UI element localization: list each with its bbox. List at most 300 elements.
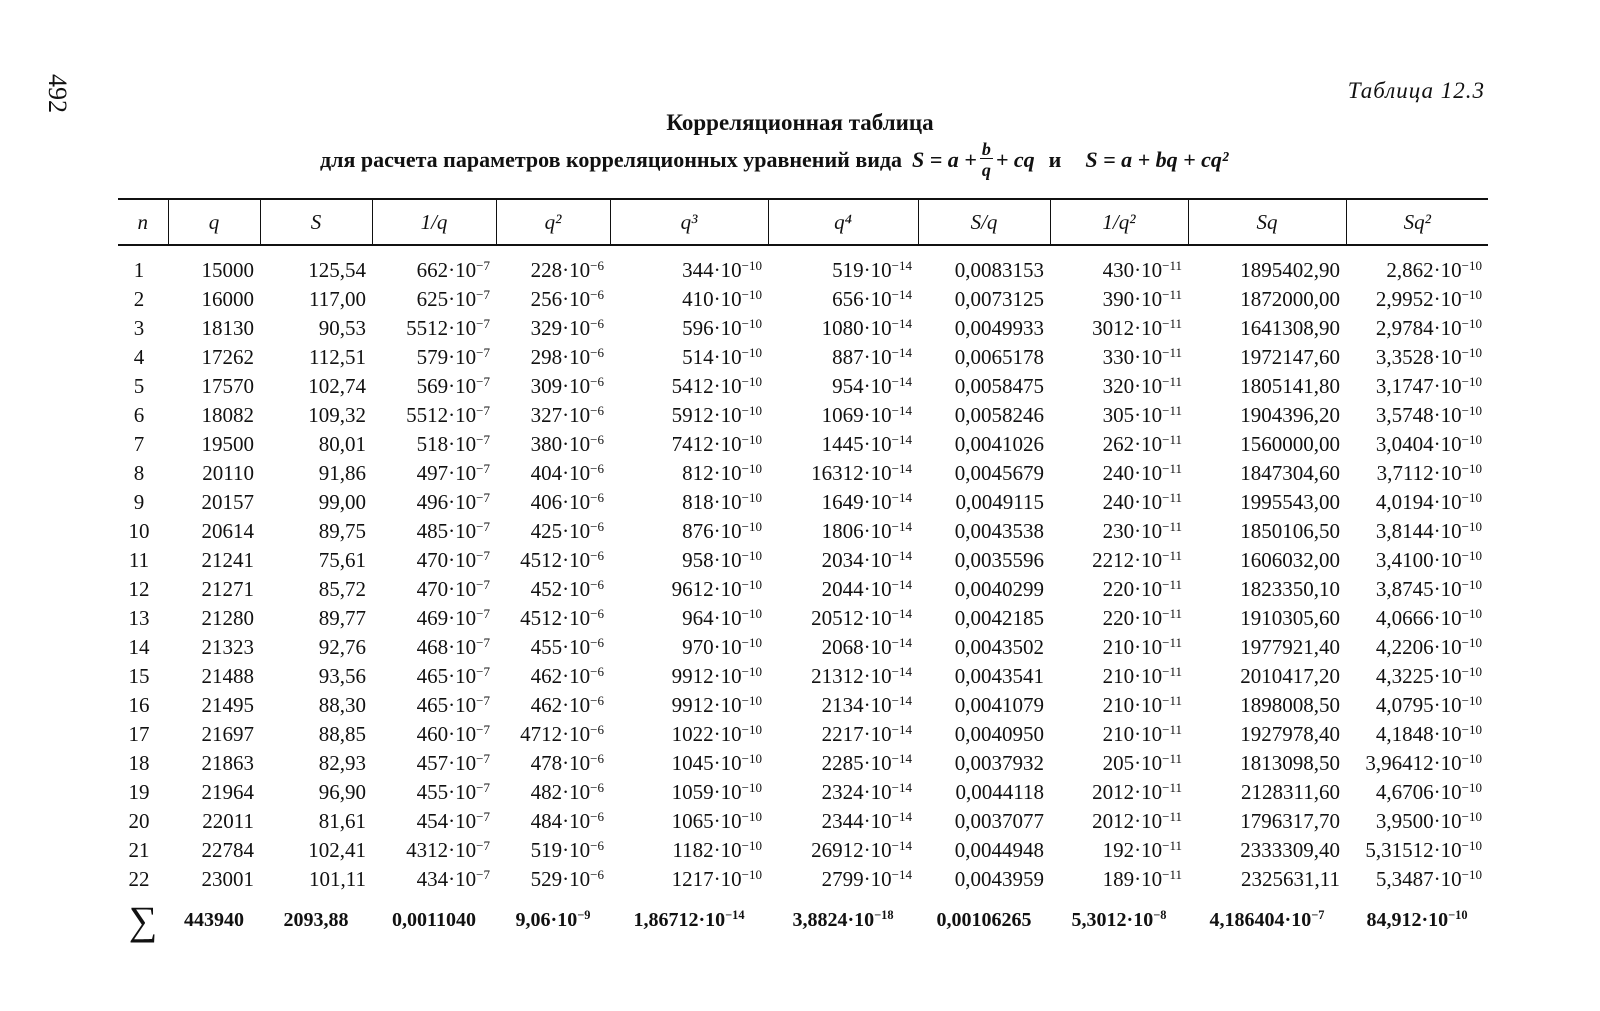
total-cell: $3,8824\cdot 10^{-18}$ (792, 907, 894, 931)
table-cell: $4,0666\cdot 10^{-10}$ (1375, 605, 1482, 630)
table-cell: 21863 (201, 751, 254, 775)
table-cell: 2010417,20 (1240, 664, 1340, 688)
table-cell: $514\cdot 10^{-10}$ (682, 344, 762, 369)
table-cell: $329\cdot 10^{-6}$ (530, 315, 604, 340)
table-body (118, 245, 1488, 894)
table-row (118, 807, 1488, 836)
table-cell: 102,74 (308, 374, 366, 398)
correlation-table (118, 198, 1488, 946)
table-cell: 125,54 (308, 258, 366, 282)
table-cell: 0,0037932 (954, 751, 1044, 775)
table-cell: 1895402,90 (1240, 258, 1340, 282)
subtitle-text: для расчета параметров корреляционных уравнений вида (320, 146, 903, 172)
table-cell: $2212\cdot 10^{-11}$ (1092, 547, 1182, 572)
table-cell: $497\cdot 10^{-7}$ (416, 460, 490, 485)
table-cell: 17 (128, 722, 150, 746)
table-cell: 14 (128, 635, 150, 659)
table-cell: 0,0042185 (954, 606, 1044, 630)
table-row (118, 488, 1488, 517)
table-cell: $210\cdot 10^{-11}$ (1102, 721, 1182, 746)
table-cell: 4 (133, 345, 145, 369)
table-row (118, 865, 1488, 894)
table-label: Таблица 12.3 (1347, 78, 1485, 103)
table-cell: $1065\cdot 10^{-10}$ (671, 808, 762, 833)
table-cell: $1806\cdot 10^{-14}$ (821, 518, 912, 543)
table-cell: $240\cdot 10^{-11}$ (1102, 489, 1182, 514)
table-cell: $230\cdot 10^{-11}$ (1102, 518, 1182, 543)
table-cell: 89,77 (318, 606, 366, 630)
table-row (118, 343, 1488, 372)
table-row (118, 633, 1488, 662)
table-cell: 6 (133, 403, 145, 427)
table-cell: 82,93 (318, 751, 366, 775)
table-cell: $3,7112\cdot 10^{-10}$ (1376, 460, 1482, 485)
table-cell: 96,90 (318, 780, 366, 804)
table-cell: 15000 (201, 258, 254, 282)
table-cell: 18130 (201, 316, 254, 340)
table-cell: $625\cdot 10^{-7}$ (416, 286, 490, 311)
table-row (118, 836, 1488, 865)
table-cell: 1927978,40 (1240, 722, 1340, 746)
table-cell: $406\cdot 10^{-6}$ (530, 489, 604, 514)
table-cell: $2068\cdot 10^{-14}$ (821, 634, 912, 659)
table-cell: $410\cdot 10^{-10}$ (682, 286, 762, 311)
table-cell: 1898008,50 (1240, 693, 1340, 717)
table-cell: 0,0045679 (954, 461, 1044, 485)
table-row (118, 662, 1488, 691)
table-cell: $210\cdot 10^{-11}$ (1102, 663, 1182, 688)
table-cell: $3,4100\cdot 10^{-10}$ (1375, 547, 1482, 572)
table-cell: 13 (128, 606, 150, 630)
column-header: n (118, 199, 168, 245)
table-cell: $4,1848\cdot 10^{-10}$ (1375, 721, 1482, 746)
table-cell: $2217\cdot 10^{-14}$ (821, 721, 912, 746)
table-cell: 20 (128, 809, 150, 833)
table-cell: $4512\cdot 10^{-6}$ (520, 605, 604, 630)
table-cell: 1813098,50 (1240, 751, 1340, 775)
table-cell: $1649\cdot 10^{-14}$ (821, 489, 912, 514)
table-cell: $3,3528\cdot 10^{-10}$ (1375, 344, 1482, 369)
table-cell: $305\cdot 10^{-11}$ (1102, 402, 1182, 427)
table-cell: 0,0037077 (954, 809, 1044, 833)
table-cell: $5512\cdot 10^{-7}$ (406, 402, 490, 427)
table-cell: $390\cdot 10^{-11}$ (1102, 286, 1182, 311)
table-cell: $3,5748\cdot 10^{-10}$ (1375, 402, 1482, 427)
column-header: S/q (918, 199, 1050, 245)
table-cell: $2134\cdot 10^{-14}$ (821, 692, 912, 717)
total-cell: $1,86712\cdot 10^{-14}$ (633, 907, 745, 931)
table-cell: $3,96412\cdot 10^{-10}$ (1365, 750, 1482, 775)
table-cell: $192\cdot 10^{-11}$ (1102, 837, 1182, 862)
table-cell: $256\cdot 10^{-6}$ (530, 286, 604, 311)
table-cell: 1972147,60 (1240, 345, 1340, 369)
table-cell: $469\cdot 10^{-7}$ (416, 605, 490, 630)
table-cell: 0,0044948 (954, 838, 1044, 862)
table-cell: 1805141,80 (1240, 374, 1340, 398)
table-cell: 21280 (201, 606, 254, 630)
table-cell: $210\cdot 10^{-11}$ (1102, 692, 1182, 717)
table-cell: $2012\cdot 10^{-11}$ (1092, 779, 1182, 804)
table-cell: $452\cdot 10^{-6}$ (530, 576, 604, 601)
table-cell: $4512\cdot 10^{-6}$ (520, 547, 604, 572)
table-cell: $298\cdot 10^{-6}$ (530, 344, 604, 369)
table-cell: 2 (133, 287, 145, 311)
table-cell: 20157 (201, 490, 254, 514)
column-header: 1/q (372, 199, 496, 245)
table-cell: 12 (128, 577, 150, 601)
table-cell: $5412\cdot 10^{-10}$ (671, 373, 762, 398)
table-cell: 19 (128, 780, 150, 804)
table-cell: $220\cdot 10^{-11}$ (1102, 576, 1182, 601)
table-cell: 0,0058475 (954, 374, 1044, 398)
table-cell: 117,00 (309, 287, 366, 311)
table-cell: 0,0043541 (954, 664, 1044, 688)
table-cell: 21697 (201, 722, 254, 746)
table-cell: $4,2206\cdot 10^{-10}$ (1375, 634, 1482, 659)
table-row (118, 314, 1488, 343)
table-cell: $1059\cdot 10^{-10}$ (671, 779, 762, 804)
table-cell: 9 (133, 490, 145, 514)
table-cell: $344\cdot 10^{-10}$ (682, 257, 762, 282)
table-cell: 0,0073125 (954, 287, 1044, 311)
table-cell: 3 (133, 316, 145, 340)
table-cell: 1641308,90 (1240, 316, 1340, 340)
table-cell: $454\cdot 10^{-7}$ (416, 808, 490, 833)
table-cell: $455\cdot 10^{-6}$ (530, 634, 604, 659)
table-cell: $482\cdot 10^{-6}$ (530, 779, 604, 804)
formula1-lhs: S = a + (912, 146, 977, 172)
table-cell: $579\cdot 10^{-7}$ (416, 344, 490, 369)
table-cell: $2,9952\cdot 10^{-10}$ (1375, 286, 1482, 311)
table-cell: 99,00 (318, 490, 366, 514)
table-cell: $262\cdot 10^{-11}$ (1102, 431, 1182, 456)
table-cell: 0,0040299 (954, 577, 1044, 601)
column-header: Sq (1188, 199, 1346, 245)
table-cell: $4,6706\cdot 10^{-10}$ (1375, 779, 1482, 804)
table-cell: $3,8144\cdot 10^{-10}$ (1375, 518, 1482, 543)
formula1-denominator: q (981, 160, 991, 180)
table-cell: $485\cdot 10^{-7}$ (416, 518, 490, 543)
total-cell: 443940 (184, 908, 244, 931)
table-cell: $20512\cdot 10^{-14}$ (811, 605, 912, 630)
table-row (118, 245, 1488, 285)
table-cell: 1 (133, 258, 145, 282)
table-cell: 21323 (201, 635, 254, 659)
total-cell: $84,912\cdot 10^{-10}$ (1366, 907, 1468, 931)
table-cell: $465\cdot 10^{-7}$ (416, 692, 490, 717)
table-row (118, 517, 1488, 546)
table-row (118, 604, 1488, 633)
table-cell: 1823350,10 (1240, 577, 1340, 601)
table-cell: 22784 (201, 838, 254, 862)
table-cell: 88,85 (318, 722, 366, 746)
table-cell: 0,0065178 (954, 345, 1044, 369)
sum-symbol: ∑ (128, 897, 158, 943)
table-cell: $656\cdot 10^{-14}$ (832, 286, 912, 311)
total-cell: 0,0011040 (392, 908, 476, 931)
table-cell: 80,01 (318, 432, 366, 456)
table-cell: $460\cdot 10^{-7}$ (416, 721, 490, 746)
table-cell: $465\cdot 10^{-7}$ (416, 663, 490, 688)
table-cell: $4,0795\cdot 10^{-10}$ (1375, 692, 1482, 717)
table-cell: $4712\cdot 10^{-6}$ (520, 721, 604, 746)
table-cell: 7 (133, 432, 145, 456)
table-cell: $3,0404\cdot 10^{-10}$ (1375, 431, 1482, 456)
table-cell: 93,56 (318, 664, 366, 688)
table-cell: $596\cdot 10^{-10}$ (682, 315, 762, 340)
table-cell: $519\cdot 10^{-14}$ (832, 257, 912, 282)
table-cell: $309\cdot 10^{-6}$ (530, 373, 604, 398)
table-cell: $205\cdot 10^{-11}$ (1102, 750, 1182, 775)
table-cell: 109,32 (308, 403, 366, 427)
table-row (118, 778, 1488, 807)
page-number: 492 (43, 74, 72, 113)
table-cell: 23001 (201, 867, 254, 891)
table-cell: 88,30 (318, 693, 366, 717)
table-cell: $3012\cdot 10^{-11}$ (1092, 315, 1182, 340)
table-cell: 91,86 (318, 461, 366, 485)
table-cell: 0,0043959 (954, 867, 1044, 891)
column-header: Sq² (1346, 199, 1488, 245)
table-cell: 75,61 (318, 548, 366, 572)
table-row (118, 430, 1488, 459)
conjunction: и (1048, 146, 1062, 172)
formula1-tail: + cq (995, 146, 1035, 172)
table-title: Корреляционная таблица (666, 110, 934, 135)
table-cell: $7412\cdot 10^{-10}$ (671, 431, 762, 456)
table-cell: $2012\cdot 10^{-11}$ (1092, 808, 1182, 833)
table-cell: $425\cdot 10^{-6}$ (530, 518, 604, 543)
table-cell: $457\cdot 10^{-7}$ (416, 750, 490, 775)
table-cell: 1977921,40 (1240, 635, 1340, 659)
total-cell: $9,06\cdot 10^{-9}$ (515, 907, 591, 931)
totals-row (118, 894, 1488, 946)
formula-parabolic: S = a + bq + cq² (1085, 146, 1229, 172)
table-cell: 16000 (201, 287, 254, 311)
table-cell: 112,51 (309, 345, 366, 369)
table-cell: $462\cdot 10^{-6}$ (530, 663, 604, 688)
table-cell: $2344\cdot 10^{-14}$ (821, 808, 912, 833)
table-cell: $518\cdot 10^{-7}$ (416, 431, 490, 456)
table-cell: 1796317,70 (1240, 809, 1340, 833)
table-cell: $1080\cdot 10^{-14}$ (821, 315, 912, 340)
table-cell: $2324\cdot 10^{-14}$ (821, 779, 912, 804)
table-cell: 0,0049115 (955, 490, 1044, 514)
table-cell: $330\cdot 10^{-11}$ (1102, 344, 1182, 369)
table-cell: 22011 (202, 809, 254, 833)
table-cell: 1872000,00 (1240, 287, 1340, 311)
table-cell: $327\cdot 10^{-6}$ (530, 402, 604, 427)
table-cell: $1217\cdot 10^{-10}$ (671, 866, 762, 891)
table-cell: 21488 (201, 664, 254, 688)
table-cell: $2044\cdot 10^{-14}$ (821, 576, 912, 601)
table-cell: $2285\cdot 10^{-14}$ (821, 750, 912, 775)
table-cell: 21271 (201, 577, 254, 601)
table-cell: $5512\cdot 10^{-7}$ (406, 315, 490, 340)
table-cell: $2799\cdot 10^{-14}$ (821, 866, 912, 891)
table-cell: $1445\cdot 10^{-14}$ (821, 431, 912, 456)
table-cell: 20110 (202, 461, 254, 485)
column-header: q² (496, 199, 610, 245)
table-cell: $21312\cdot 10^{-14}$ (811, 663, 912, 688)
table-cell: 0,0058246 (954, 403, 1044, 427)
table-cell: $434\cdot 10^{-7}$ (416, 866, 490, 891)
table-cell: $3,8745\cdot 10^{-10}$ (1375, 576, 1482, 601)
table-cell: $380\cdot 10^{-6}$ (530, 431, 604, 456)
table-cell: $662\cdot 10^{-7}$ (416, 257, 490, 282)
table-cell: 16 (128, 693, 150, 717)
table-cell: 15 (128, 664, 150, 688)
table-cell: $470\cdot 10^{-7}$ (416, 576, 490, 601)
header-row (118, 199, 1488, 245)
table-cell: 21964 (201, 780, 254, 804)
table-cell: $818\cdot 10^{-10}$ (682, 489, 762, 514)
table-cell: $876\cdot 10^{-10}$ (682, 518, 762, 543)
column-header: S (260, 199, 372, 245)
table-cell: 17262 (201, 345, 254, 369)
formula1-fraction (980, 140, 993, 179)
table-cell: $5,3487\cdot 10^{-10}$ (1375, 866, 1482, 891)
table-cell: 19500 (201, 432, 254, 456)
table-row (118, 575, 1488, 604)
table-cell: $5912\cdot 10^{-10}$ (671, 402, 762, 427)
table-cell: 0,0035596 (954, 548, 1044, 572)
table-cell: 18082 (201, 403, 254, 427)
table-cell: $26912\cdot 10^{-14}$ (811, 837, 912, 862)
table-cell: $462\cdot 10^{-6}$ (530, 692, 604, 717)
table-cell: 0,0041079 (954, 693, 1044, 717)
table-cell: 0,0083153 (954, 258, 1044, 282)
table-cell: $9912\cdot 10^{-10}$ (671, 692, 762, 717)
total-cell: $5,3012\cdot 10^{-8}$ (1071, 907, 1167, 931)
table-cell: 21241 (201, 548, 254, 572)
table-cell: $2034\cdot 10^{-14}$ (821, 547, 912, 572)
table-row (118, 546, 1488, 575)
table-cell: $964\cdot 10^{-10}$ (682, 605, 762, 630)
formula-hyperbolic (912, 140, 1035, 179)
table-cell: $529\cdot 10^{-6}$ (530, 866, 604, 891)
table-cell: $496\cdot 10^{-7}$ (416, 489, 490, 514)
table-row (118, 691, 1488, 720)
table-cell: 92,76 (318, 635, 366, 659)
table-cell: 1560000,00 (1240, 432, 1340, 456)
total-cell: 2093,88 (283, 908, 349, 931)
column-header: q (168, 199, 260, 245)
total-cell: 0,00106265 (936, 908, 1032, 931)
table-cell: 1995543,00 (1240, 490, 1340, 514)
total-cell: $4,186404\cdot 10^{-7}$ (1209, 907, 1325, 931)
table-cell: $812\cdot 10^{-10}$ (682, 460, 762, 485)
table-cell: $9912\cdot 10^{-10}$ (671, 663, 762, 688)
table-cell: 1910305,60 (1240, 606, 1340, 630)
table-cell: $320\cdot 10^{-11}$ (1102, 373, 1182, 398)
table-cell: $470\cdot 10^{-7}$ (416, 547, 490, 572)
column-header: 1/q² (1050, 199, 1188, 245)
table-cell: $4,0194\cdot 10^{-10}$ (1375, 489, 1482, 514)
table-cell: $4312\cdot 10^{-7}$ (406, 837, 490, 862)
table-cell: 22 (128, 867, 150, 891)
table-cell: 89,75 (318, 519, 366, 543)
table-cell: 0,0043538 (954, 519, 1044, 543)
table-row (118, 285, 1488, 314)
table-row (118, 720, 1488, 749)
table-row (118, 401, 1488, 430)
table-cell: 17570 (201, 374, 254, 398)
table-cell: 0,0041026 (954, 432, 1044, 456)
table-cell: $3,1747\cdot 10^{-10}$ (1375, 373, 1482, 398)
table-cell: 1850106,50 (1240, 519, 1340, 543)
table-cell: 0,0040950 (954, 722, 1044, 746)
table-cell: 2325631,11 (1241, 867, 1340, 891)
table-cell: $189\cdot 10^{-11}$ (1102, 866, 1182, 891)
table-cell: 1606032,00 (1240, 548, 1340, 572)
table-cell: $970\cdot 10^{-10}$ (682, 634, 762, 659)
table-cell: 0,0044118 (955, 780, 1044, 804)
table-cell: 1847304,60 (1240, 461, 1340, 485)
table-cell: $954\cdot 10^{-14}$ (832, 373, 912, 398)
table-row (118, 459, 1488, 488)
table-cell: $9612\cdot 10^{-10}$ (671, 576, 762, 601)
table-cell: 21 (128, 838, 150, 862)
table-subtitle (320, 140, 1229, 179)
table-cell: 20614 (201, 519, 254, 543)
table-cell: $2,862\cdot 10^{-10}$ (1386, 257, 1482, 282)
table-cell: $519\cdot 10^{-6}$ (530, 837, 604, 862)
table-cell: $430\cdot 10^{-11}$ (1102, 257, 1182, 282)
table-cell: $1022\cdot 10^{-10}$ (671, 721, 762, 746)
table-cell: 102,41 (308, 838, 366, 862)
formula1-numerator: b (981, 139, 991, 159)
table-cell: $228\cdot 10^{-6}$ (530, 257, 604, 282)
table-cell: $3,9500\cdot 10^{-10}$ (1375, 808, 1482, 833)
table-cell: 81,61 (318, 809, 366, 833)
table-cell: 18 (128, 751, 150, 775)
table-cell: $210\cdot 10^{-11}$ (1102, 634, 1182, 659)
table-cell: 11 (128, 548, 150, 572)
table-cell: $887\cdot 10^{-14}$ (832, 344, 912, 369)
table-cell: 8 (133, 461, 145, 485)
table-cell: $468\cdot 10^{-7}$ (416, 634, 490, 659)
table-cell: 2333309,40 (1240, 838, 1340, 862)
table-cell: $2,9784\cdot 10^{-10}$ (1375, 315, 1482, 340)
table-cell: $404\cdot 10^{-6}$ (530, 460, 604, 485)
table-cell: 85,72 (318, 577, 366, 601)
column-header: q³ (610, 199, 768, 245)
table-cell: $220\cdot 10^{-11}$ (1102, 605, 1182, 630)
table-cell: 2128311,60 (1241, 780, 1340, 804)
table-cell: $1069\cdot 10^{-14}$ (821, 402, 912, 427)
column-header: q⁴ (768, 199, 918, 245)
table-cell: 0,0049933 (954, 316, 1044, 340)
table-cell: 1904396,20 (1240, 403, 1340, 427)
table-cell: $4,3225\cdot 10^{-10}$ (1375, 663, 1482, 688)
table-cell: $5,31512\cdot 10^{-10}$ (1365, 837, 1482, 862)
table-cell: 10 (128, 519, 150, 543)
table-cell: $16312\cdot 10^{-14}$ (811, 460, 912, 485)
table-cell: $958\cdot 10^{-10}$ (682, 547, 762, 572)
table-cell: $455\cdot 10^{-7}$ (416, 779, 490, 804)
table-row (118, 372, 1488, 401)
table-cell: $240\cdot 10^{-11}$ (1102, 460, 1182, 485)
table-cell: $569\cdot 10^{-7}$ (416, 373, 490, 398)
table-cell: $1045\cdot 10^{-10}$ (671, 750, 762, 775)
table-cell: $1182\cdot 10^{-10}$ (672, 837, 762, 862)
table-cell: $484\cdot 10^{-6}$ (530, 808, 604, 833)
table-cell: 5 (133, 374, 145, 398)
table-row (118, 749, 1488, 778)
table-cell: 21495 (201, 693, 254, 717)
table-cell: $478\cdot 10^{-6}$ (530, 750, 604, 775)
